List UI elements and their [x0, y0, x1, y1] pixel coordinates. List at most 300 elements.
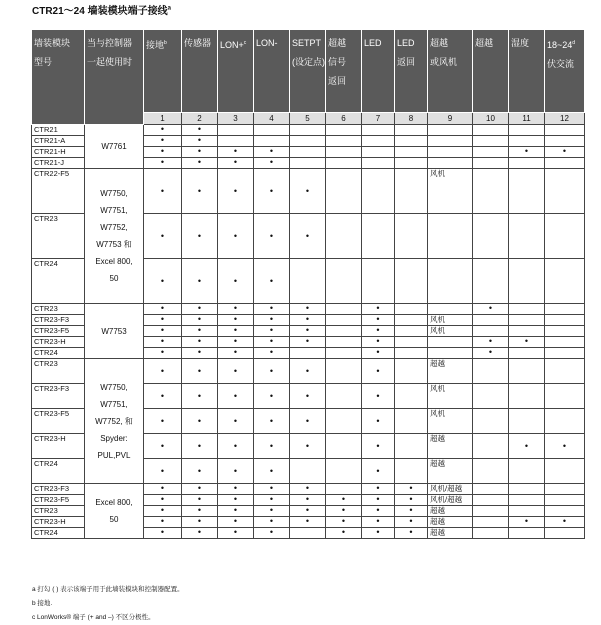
terminal-dot: • [182, 169, 218, 214]
header-text: (设定点) [292, 57, 325, 67]
terminal-dot: • [254, 348, 290, 359]
terminal-cell [473, 495, 509, 506]
terminal-dot: • [290, 517, 326, 528]
terminal-cell [326, 484, 362, 495]
controller-text: W7753 [101, 326, 127, 336]
terminal-dot: • [218, 459, 254, 484]
terminal-dot: • [218, 517, 254, 528]
model-cell: CTR21-H [32, 147, 85, 158]
terminal-cell [326, 337, 362, 348]
terminal-cell: 风机 [428, 326, 473, 337]
controller-cell [85, 169, 144, 304]
model-cell: CTR21 [32, 125, 85, 136]
header-text: 一起使用时 [87, 57, 133, 67]
terminal-dot: • [290, 214, 326, 259]
terminal-cell [473, 517, 509, 528]
terminal-dot: • [218, 259, 254, 304]
terminal-dot: • [144, 147, 182, 158]
terminal-cell [509, 304, 545, 315]
terminal-cell [545, 384, 585, 409]
terminal-dot: • [326, 506, 362, 517]
model-cell: CTR23 [32, 506, 85, 517]
column-number: 7 [362, 113, 395, 125]
terminal-dot: • [218, 384, 254, 409]
header-cell [362, 30, 395, 113]
terminal-cell: 风机 [428, 384, 473, 409]
terminal-dot: • [395, 484, 428, 495]
terminal-dot: • [545, 147, 585, 158]
terminal-cell [509, 125, 545, 136]
controller-text: W7750, [100, 189, 128, 198]
terminal-dot: • [290, 409, 326, 434]
terminal-dot: • [254, 147, 290, 158]
model-cell: CTR23-H [32, 337, 85, 348]
terminal-dot: • [254, 169, 290, 214]
terminal-dot: • [362, 384, 395, 409]
terminal-dot: • [144, 315, 182, 326]
terminal-cell [545, 359, 585, 384]
header-text: 伏交流 [547, 59, 575, 69]
terminal-cell [218, 136, 254, 147]
terminal-dot: • [182, 359, 218, 384]
terminal-cell [545, 125, 585, 136]
terminal-dot: • [144, 506, 182, 517]
terminal-cell: 风机/超越 [428, 484, 473, 495]
terminal-cell: 超越 [428, 359, 473, 384]
terminal-dot: • [290, 484, 326, 495]
terminal-dot: • [182, 326, 218, 337]
terminal-cell [509, 348, 545, 359]
header-text: 超越 [475, 38, 494, 48]
terminal-dot: • [362, 326, 395, 337]
terminal-dot: • [254, 304, 290, 315]
terminal-cell [428, 147, 473, 158]
terminal-cell [254, 125, 290, 136]
terminal-dot: • [182, 348, 218, 359]
terminal-cell [545, 259, 585, 304]
terminal-dot: • [509, 147, 545, 158]
terminal-cell [326, 359, 362, 384]
terminal-cell [473, 169, 509, 214]
terminal-dot: • [473, 304, 509, 315]
model-cell: CTR23-F5 [32, 326, 85, 337]
terminal-cell: 风机 [428, 169, 473, 214]
terminal-cell [326, 348, 362, 359]
header-text: 墙装模块 [34, 38, 71, 48]
terminal-cell [395, 384, 428, 409]
model-cell: CTR24 [32, 528, 85, 539]
terminal-cell [545, 506, 585, 517]
controller-text: Excel 800, [95, 498, 133, 507]
terminal-cell [473, 214, 509, 259]
terminal-dot: • [218, 214, 254, 259]
terminal-dot: • [182, 495, 218, 506]
terminal-dot: • [362, 434, 395, 459]
header-cell [254, 30, 290, 113]
terminal-dot: • [290, 169, 326, 214]
terminal-cell [509, 158, 545, 169]
terminal-cell [362, 136, 395, 147]
terminal-dot: • [395, 517, 428, 528]
table-row [32, 125, 585, 136]
terminal-cell [290, 528, 326, 539]
terminal-dot: • [290, 434, 326, 459]
controller-text: W7752, [100, 223, 128, 232]
terminal-dot: • [509, 434, 545, 459]
header-row [32, 30, 585, 113]
terminal-cell: 超越 [428, 517, 473, 528]
terminal-cell [509, 169, 545, 214]
terminal-dot: • [362, 484, 395, 495]
terminal-dot: • [473, 348, 509, 359]
terminal-dot: • [144, 528, 182, 539]
terminal-cell [473, 484, 509, 495]
controller-text: 50 [109, 515, 119, 524]
header-cell [509, 30, 545, 113]
terminal-dot: • [218, 484, 254, 495]
header-text: 湿度 [511, 38, 530, 48]
column-number: 8 [395, 113, 428, 125]
terminal-dot: • [218, 528, 254, 539]
controller-cell [85, 359, 144, 484]
header-cell [326, 30, 362, 113]
terminal-cell: 超越 [428, 528, 473, 539]
terminal-dot: • [218, 337, 254, 348]
terminal-cell [545, 528, 585, 539]
header-text: 超越 [430, 38, 449, 48]
terminal-cell [326, 125, 362, 136]
terminal-cell [395, 434, 428, 459]
header-cell [395, 30, 428, 113]
terminal-dot: • [395, 495, 428, 506]
terminal-dot: • [218, 158, 254, 169]
terminal-dot: • [254, 315, 290, 326]
terminal-cell [509, 495, 545, 506]
terminal-dot: • [218, 304, 254, 315]
terminal-cell: 超越 [428, 506, 473, 517]
header-text: LON+ [220, 40, 244, 50]
model-cell: CTR24 [32, 459, 85, 484]
terminal-dot: • [182, 125, 218, 136]
terminal-cell [326, 326, 362, 337]
terminal-cell [473, 315, 509, 326]
header-cell [182, 30, 218, 113]
terminal-cell [473, 409, 509, 434]
terminal-cell: 风机 [428, 409, 473, 434]
terminal-cell [395, 147, 428, 158]
terminal-cell [326, 158, 362, 169]
terminal-cell [428, 136, 473, 147]
table-row [32, 304, 585, 315]
terminal-cell [509, 326, 545, 337]
terminal-dot: • [144, 326, 182, 337]
terminal-cell [395, 304, 428, 315]
terminal-dot: • [144, 348, 182, 359]
model-cell: CTR23-F3 [32, 315, 85, 326]
terminal-cell [545, 136, 585, 147]
terminal-cell [395, 259, 428, 304]
column-number: 2 [182, 113, 218, 125]
terminal-dot: • [182, 337, 218, 348]
terminal-dot: • [144, 384, 182, 409]
header-text: 信号 [328, 57, 347, 67]
terminal-cell: 风机 [428, 315, 473, 326]
header-footnote-mark: b [164, 40, 167, 46]
terminal-dot: • [182, 315, 218, 326]
terminal-dot: • [290, 384, 326, 409]
terminal-cell [326, 169, 362, 214]
terminal-dot: • [509, 517, 545, 528]
model-cell: CTR23-H [32, 517, 85, 528]
terminal-dot: • [182, 147, 218, 158]
terminal-dot: • [290, 304, 326, 315]
model-cell: CTR22-F5 [32, 169, 85, 214]
terminal-cell [290, 459, 326, 484]
terminal-cell [509, 259, 545, 304]
model-cell: CTR23 [32, 359, 85, 384]
header-text: 型号 [34, 57, 53, 67]
terminal-dot: • [182, 528, 218, 539]
controller-text: W7752, 和 [95, 416, 133, 426]
table-row [32, 169, 585, 214]
column-number: 12 [545, 113, 585, 125]
model-cell: CTR21-J [32, 158, 85, 169]
terminal-cell [473, 136, 509, 147]
terminal-dot: • [545, 517, 585, 528]
terminal-cell [395, 214, 428, 259]
header-text: 传感器 [184, 38, 212, 48]
terminal-dot: • [182, 506, 218, 517]
model-cell: CTR23 [32, 304, 85, 315]
model-cell: CTR23-H [32, 434, 85, 459]
terminal-dot: • [218, 315, 254, 326]
terminal-cell [362, 147, 395, 158]
terminal-cell [326, 304, 362, 315]
terminal-cell [395, 409, 428, 434]
header-cell [473, 30, 509, 113]
controller-cell [85, 125, 144, 169]
terminal-cell [326, 136, 362, 147]
header-text: LED [397, 38, 415, 48]
terminal-dot: • [182, 158, 218, 169]
terminal-cell [362, 214, 395, 259]
terminal-cell [473, 326, 509, 337]
terminal-dot: • [326, 528, 362, 539]
terminal-cell [509, 528, 545, 539]
header-cell [428, 30, 473, 113]
terminal-cell: 风机/超越 [428, 495, 473, 506]
model-cell: CTR23 [32, 214, 85, 259]
terminal-cell [473, 359, 509, 384]
terminal-dot: • [254, 337, 290, 348]
terminal-cell [545, 158, 585, 169]
terminal-dot: • [254, 434, 290, 459]
terminal-cell [254, 136, 290, 147]
model-cell: CTR24 [32, 348, 85, 359]
wiring-table [31, 29, 585, 539]
model-cell: CTR24 [32, 259, 85, 304]
terminal-cell [290, 147, 326, 158]
terminal-cell [509, 214, 545, 259]
terminal-cell [509, 459, 545, 484]
terminal-dot: • [254, 459, 290, 484]
terminal-cell [509, 136, 545, 147]
table-row [32, 359, 585, 384]
terminal-dot: • [182, 304, 218, 315]
model-cell: CTR21-A [32, 136, 85, 147]
terminal-cell [395, 359, 428, 384]
terminal-dot: • [144, 158, 182, 169]
controller-text: W7753 和 [96, 240, 132, 249]
terminal-dot: • [254, 506, 290, 517]
controller-text: W7751, [100, 206, 128, 215]
footnote: b 接地. [32, 600, 53, 607]
terminal-cell [326, 147, 362, 158]
terminal-dot: • [362, 495, 395, 506]
terminal-dot: • [254, 528, 290, 539]
terminal-dot: • [254, 517, 290, 528]
terminal-dot: • [218, 409, 254, 434]
terminal-cell [545, 409, 585, 434]
terminal-cell [473, 528, 509, 539]
header-cell [144, 30, 182, 113]
terminal-cell [545, 315, 585, 326]
terminal-cell [473, 506, 509, 517]
controller-text: 50 [109, 274, 119, 283]
terminal-dot: • [254, 326, 290, 337]
terminal-dot: • [144, 169, 182, 214]
terminal-dot: • [144, 434, 182, 459]
terminal-dot: • [144, 304, 182, 315]
terminal-dot: • [218, 434, 254, 459]
terminal-cell [473, 459, 509, 484]
terminal-cell [545, 304, 585, 315]
terminal-dot: • [362, 528, 395, 539]
terminal-cell [428, 125, 473, 136]
header-text: SETPT [292, 38, 322, 48]
controller-cell [85, 304, 144, 359]
header-cell [85, 30, 144, 125]
terminal-dot: • [182, 484, 218, 495]
terminal-cell [545, 326, 585, 337]
header-text: 返回 [397, 57, 416, 67]
terminal-dot: • [362, 315, 395, 326]
terminal-cell [395, 337, 428, 348]
terminal-dot: • [144, 517, 182, 528]
terminal-dot: • [545, 434, 585, 459]
terminal-cell [473, 147, 509, 158]
terminal-dot: • [182, 459, 218, 484]
header-cell [545, 30, 585, 113]
terminal-cell [362, 259, 395, 304]
column-number: 4 [254, 113, 290, 125]
terminal-cell [290, 259, 326, 304]
header-cell [290, 30, 326, 113]
terminal-dot: • [218, 147, 254, 158]
terminal-dot: • [395, 506, 428, 517]
header-footnote-mark: c [243, 40, 247, 46]
terminal-dot: • [509, 337, 545, 348]
terminal-cell [509, 359, 545, 384]
terminal-cell [509, 384, 545, 409]
terminal-dot: • [473, 337, 509, 348]
terminal-cell [545, 337, 585, 348]
terminal-cell [545, 495, 585, 506]
column-number: 11 [509, 113, 545, 125]
terminal-cell [509, 484, 545, 495]
model-cell: CTR23-F5 [32, 495, 85, 506]
terminal-cell [395, 348, 428, 359]
terminal-cell [395, 125, 428, 136]
terminal-cell [362, 158, 395, 169]
terminal-dot: • [254, 409, 290, 434]
terminal-cell [473, 434, 509, 459]
terminal-dot: • [144, 337, 182, 348]
terminal-cell [290, 136, 326, 147]
terminal-cell [326, 384, 362, 409]
terminal-cell [428, 304, 473, 315]
terminal-cell [326, 459, 362, 484]
controller-text: PUL,PVL [97, 450, 131, 460]
terminal-cell [395, 169, 428, 214]
terminal-dot: • [395, 528, 428, 539]
terminal-cell [290, 158, 326, 169]
terminal-dot: • [218, 495, 254, 506]
terminal-dot: • [144, 259, 182, 304]
terminal-dot: • [362, 359, 395, 384]
terminal-cell [290, 348, 326, 359]
terminal-cell [395, 158, 428, 169]
terminal-cell [395, 326, 428, 337]
column-number: 9 [428, 113, 473, 125]
header-footnote-mark: d [572, 40, 576, 46]
terminal-dot: • [362, 337, 395, 348]
model-cell: CTR23-F3 [32, 384, 85, 409]
footnote: a 打勾 ( ) 表示该端子用于此墙装模块和控制器配置。 [32, 586, 184, 593]
terminal-dot: • [362, 459, 395, 484]
footnotes [32, 583, 184, 625]
terminal-dot: • [254, 484, 290, 495]
terminal-dot: • [290, 495, 326, 506]
terminal-dot: • [182, 136, 218, 147]
terminal-dot: • [254, 359, 290, 384]
terminal-dot: • [182, 214, 218, 259]
terminal-cell [473, 384, 509, 409]
terminal-cell [428, 337, 473, 348]
table-row [32, 484, 585, 495]
terminal-dot: • [218, 506, 254, 517]
header-text: 返回 [328, 76, 347, 86]
terminal-dot: • [144, 459, 182, 484]
terminal-cell [545, 214, 585, 259]
terminal-dot: • [144, 125, 182, 136]
terminal-cell [395, 136, 428, 147]
terminal-dot: • [218, 169, 254, 214]
terminal-cell [428, 158, 473, 169]
terminal-cell [290, 125, 326, 136]
page-title: CTR21～24 墙装模块端子接线$^a$ [32, 5, 171, 17]
column-number: 10 [473, 113, 509, 125]
header-text: 接地 [146, 40, 165, 50]
terminal-dot: • [144, 484, 182, 495]
terminal-dot: • [182, 517, 218, 528]
terminal-dot: • [218, 348, 254, 359]
terminal-dot: • [362, 517, 395, 528]
terminal-dot: • [290, 506, 326, 517]
terminal-cell [326, 214, 362, 259]
terminal-dot: • [182, 409, 218, 434]
terminal-cell [362, 169, 395, 214]
